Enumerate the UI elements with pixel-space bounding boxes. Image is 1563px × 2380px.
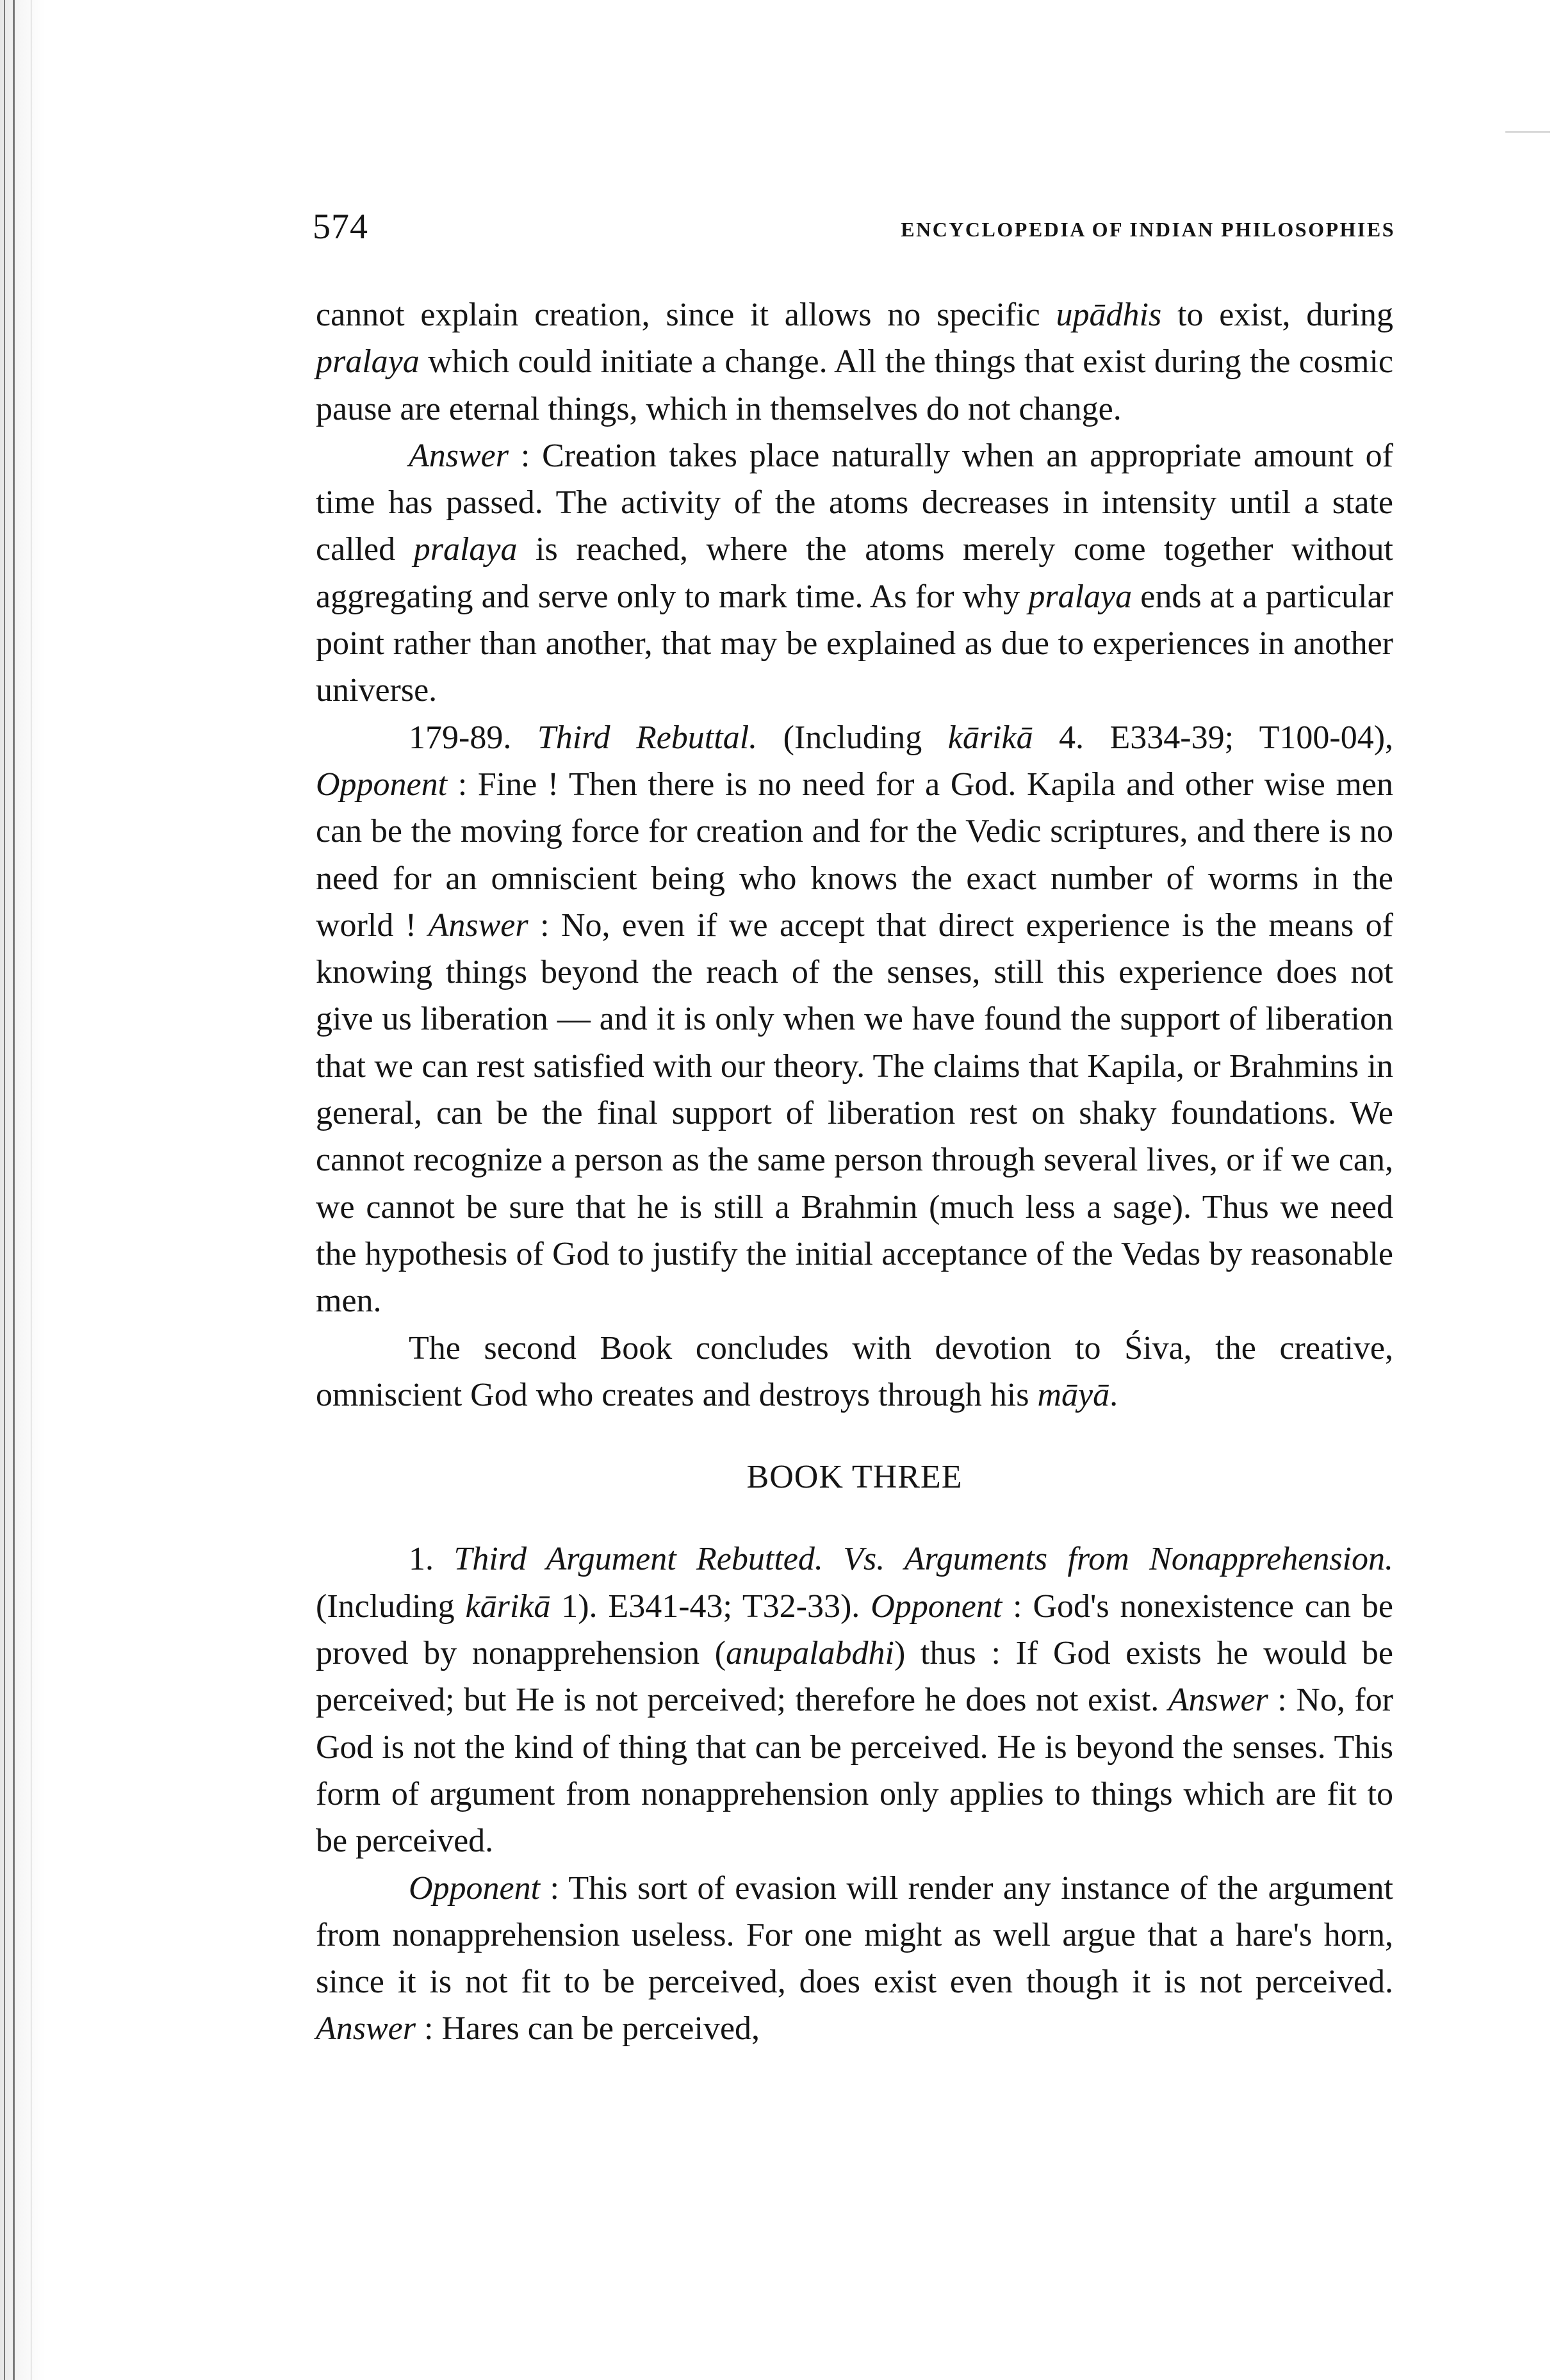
italic-text-run: Answer	[428, 907, 528, 944]
text-run: ) thus : If God exists he would be perceived; but He is not perceived; therefore he does not exist.	[316, 1635, 1393, 1719]
text-run: : No, even if we accept that direct experience is the means of knowing things beyond the reach of the senses, still this experience does not give us liberation — and it is only when we have found the support of liberation that we can rest satisfied with our theory. The claims that Kapila, or Brahmins in general, can be the final support of liberation rest on shaky foundations. We cannot recognize a person as the same person through several lives, or if we can, we cannot be sure that he is still a Brahmin (much less a sage). Thus we need the hypothesis of God to justify the initial acceptance of the Vedas by reasonable men.	[316, 907, 1393, 1320]
text-run: to exist, during	[1161, 297, 1393, 333]
italic-text-run: Opponent	[316, 766, 448, 803]
running-head: ENCYCLOPEDIA OF INDIAN PHILOSOPHIES	[901, 218, 1395, 241]
text-run: : God's nonexistence can be proved by nonapprehension (	[316, 1588, 1393, 1672]
margin-mark	[1505, 131, 1550, 133]
page-header	[313, 206, 1395, 258]
paragraph	[316, 291, 1393, 432]
binding-shadow	[0, 0, 45, 2380]
text-run: 4. E334-39; T100-04),	[1033, 719, 1394, 756]
italic-text-run: māyā	[1037, 1376, 1110, 1413]
text-run: (Including	[316, 1588, 466, 1625]
text-run: : Hares can be perceived,	[416, 2010, 760, 2048]
italic-text-run: Opponent	[409, 1869, 541, 1907]
text-run: The second Book concludes with devotion to Śiva, the creative, omniscient God who creates and destroys through his	[316, 1329, 1393, 1413]
text-run: cannot explain creation, since it allows no specific	[316, 297, 1056, 333]
text-run: ends at a particular point rather than another, that may be explained as due to experiences in another universe.	[316, 578, 1394, 709]
italic-text-run: pralaya	[413, 531, 518, 568]
section-heading: BOOK THREE	[746, 1459, 963, 1496]
italic-text-run: Third Rebuttal.	[537, 719, 758, 756]
text-run: : Fine ! Then there is no need for a God. Kapila and other wise men can be the moving force for creation and for the Vedic scriptures, and there is no need for an omniscient being who knows the exact number of worms in the world !	[316, 766, 1393, 944]
binding-edge-line	[13, 0, 15, 2380]
paragraph	[316, 1325, 1393, 1419]
italic-text-run: Opponent	[871, 1588, 1002, 1625]
paragraph	[316, 1536, 1393, 1864]
binding-edge-line	[4, 0, 5, 2380]
paragraph	[316, 432, 1393, 714]
text-run: .	[1109, 1376, 1118, 1413]
italic-text-run: Answer	[409, 437, 509, 474]
italic-text-run: anupalabdhi	[726, 1635, 895, 1672]
italic-text-run: kārikā	[465, 1588, 551, 1625]
paragraph	[316, 714, 1393, 1325]
italic-text-run: kārikā	[947, 719, 1033, 756]
text-run: is reached, where the atoms merely come together without aggregating and serve only to mark time. As for why	[316, 531, 1393, 615]
text-run: (Including	[757, 719, 948, 756]
page-number: 574	[313, 207, 368, 247]
text-run: 1.	[409, 1541, 454, 1578]
text-run: which could initiate a change. All the things that exist during the cosmic pause are eternal things, which in themselves do not change.	[316, 343, 1393, 427]
text-run: : Creation takes place naturally when an appropriate amount of time has passed. The activity of the atoms decreases in intensity until a state called	[316, 437, 1393, 568]
italic-text-run: pralaya	[316, 343, 420, 381]
text-run: 179-89.	[409, 719, 537, 756]
italic-text-run: pralaya	[1028, 578, 1133, 615]
paragraph	[316, 1865, 1393, 2053]
italic-text-run: Answer	[316, 2010, 416, 2048]
italic-text-run: Answer	[1168, 1682, 1268, 1719]
italic-text-run: upādhis	[1056, 297, 1162, 333]
italic-text-run: Third Argument Rebutted. Vs. Arguments from Nonapprehension.	[454, 1541, 1393, 1578]
text-run: 1). E341-43; T32-33).	[550, 1588, 871, 1625]
body-text	[316, 291, 1393, 2053]
text-run: : No, for God is not the kind of thing that can be perceived. He is beyond the senses. This form of argument from nonapprehension only applies to things which are fit to be perceived.	[316, 1682, 1393, 1860]
text-run: : This sort of evasion will render any instance of the argument from nonapprehension useless. For one might as well argue that a hare's horn, since it is not fit to be perceived, does exist even though it is not perceived.	[316, 1869, 1393, 2001]
